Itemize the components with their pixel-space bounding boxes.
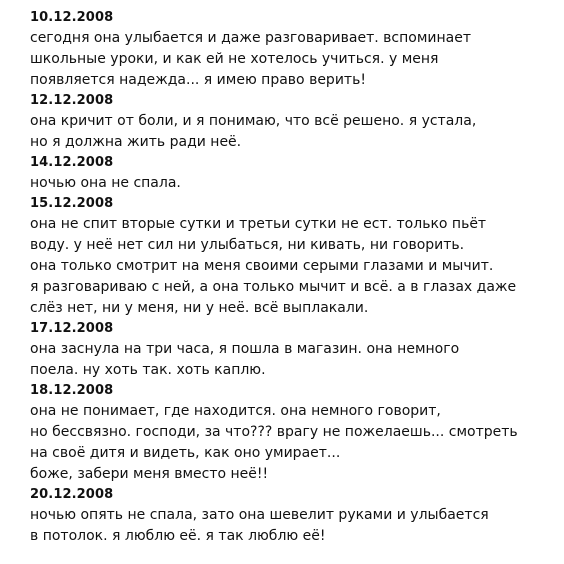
diary-entry	[30, 381, 550, 485]
entry-date: 12.12.2008	[30, 93, 114, 108]
entry-text-line: она только смотрит на меня своими серыми глазами и мычит.	[30, 258, 494, 274]
entry-text-line: появляется надежда... я имею право верить!	[30, 72, 366, 88]
diary-entry	[30, 194, 550, 319]
entry-text-line: но я должна жить ради неё.	[30, 134, 242, 150]
entry-date: 17.12.2008	[30, 321, 114, 336]
entry-date: 18.12.2008	[30, 383, 114, 398]
diary-entry	[30, 8, 550, 91]
entry-text-line: ночью опять не спала, зато она шевелит руками и улыбается	[30, 507, 489, 523]
diary-entry	[30, 485, 550, 547]
entry-date: 15.12.2008	[30, 196, 114, 211]
entry-text-line: она не понимает, где находится. она немного говорит,	[30, 403, 441, 419]
entry-date: 14.12.2008	[30, 155, 114, 170]
entry-text-line: сегодня она улыбается и даже разговаривает. вспоминает	[30, 30, 471, 46]
entry-text-line: я разговариваю с ней, а она только мычит и всё. а в глазах даже	[30, 279, 517, 295]
entry-text-line: ночью она не спала.	[30, 175, 181, 191]
entry-text-line: школьные уроки, и как ей не хотелось учиться. у меня	[30, 51, 439, 67]
entry-text-line: боже, забери меня вместо неё!!	[30, 466, 269, 482]
entry-text-line: но бессвязно. господи, за что??? врагу не пожелаешь... смотреть	[30, 424, 518, 440]
diary-entries	[30, 8, 550, 547]
entry-text-line: она заснула на три часа, я пошла в магазин. она немного	[30, 341, 460, 357]
entry-text-line: в потолок. я люблю её. я так люблю её!	[30, 528, 326, 544]
entry-date: 20.12.2008	[30, 487, 114, 502]
entry-text-line: на своё дитя и видеть, как оно умирает...	[30, 445, 341, 461]
entry-text-line: воду. у неё нет сил ни улыбаться, ни кивать, ни говорить.	[30, 237, 465, 253]
diary-entry	[30, 319, 550, 381]
diary-entry	[30, 91, 550, 153]
entry-date: 10.12.2008	[30, 10, 114, 25]
entry-text-line: слёз нет, ни у меня, ни у неё. всё выплакали.	[30, 300, 369, 316]
entry-text-line: она не спит вторые сутки и третьи сутки не ест. только пьёт	[30, 216, 487, 232]
entry-text-line: она кричит от боли, и я понимаю, что всё решено. я устала,	[30, 113, 477, 129]
entry-text-line: поела. ну хоть так. хоть каплю.	[30, 362, 266, 378]
diary-entry	[30, 153, 550, 194]
